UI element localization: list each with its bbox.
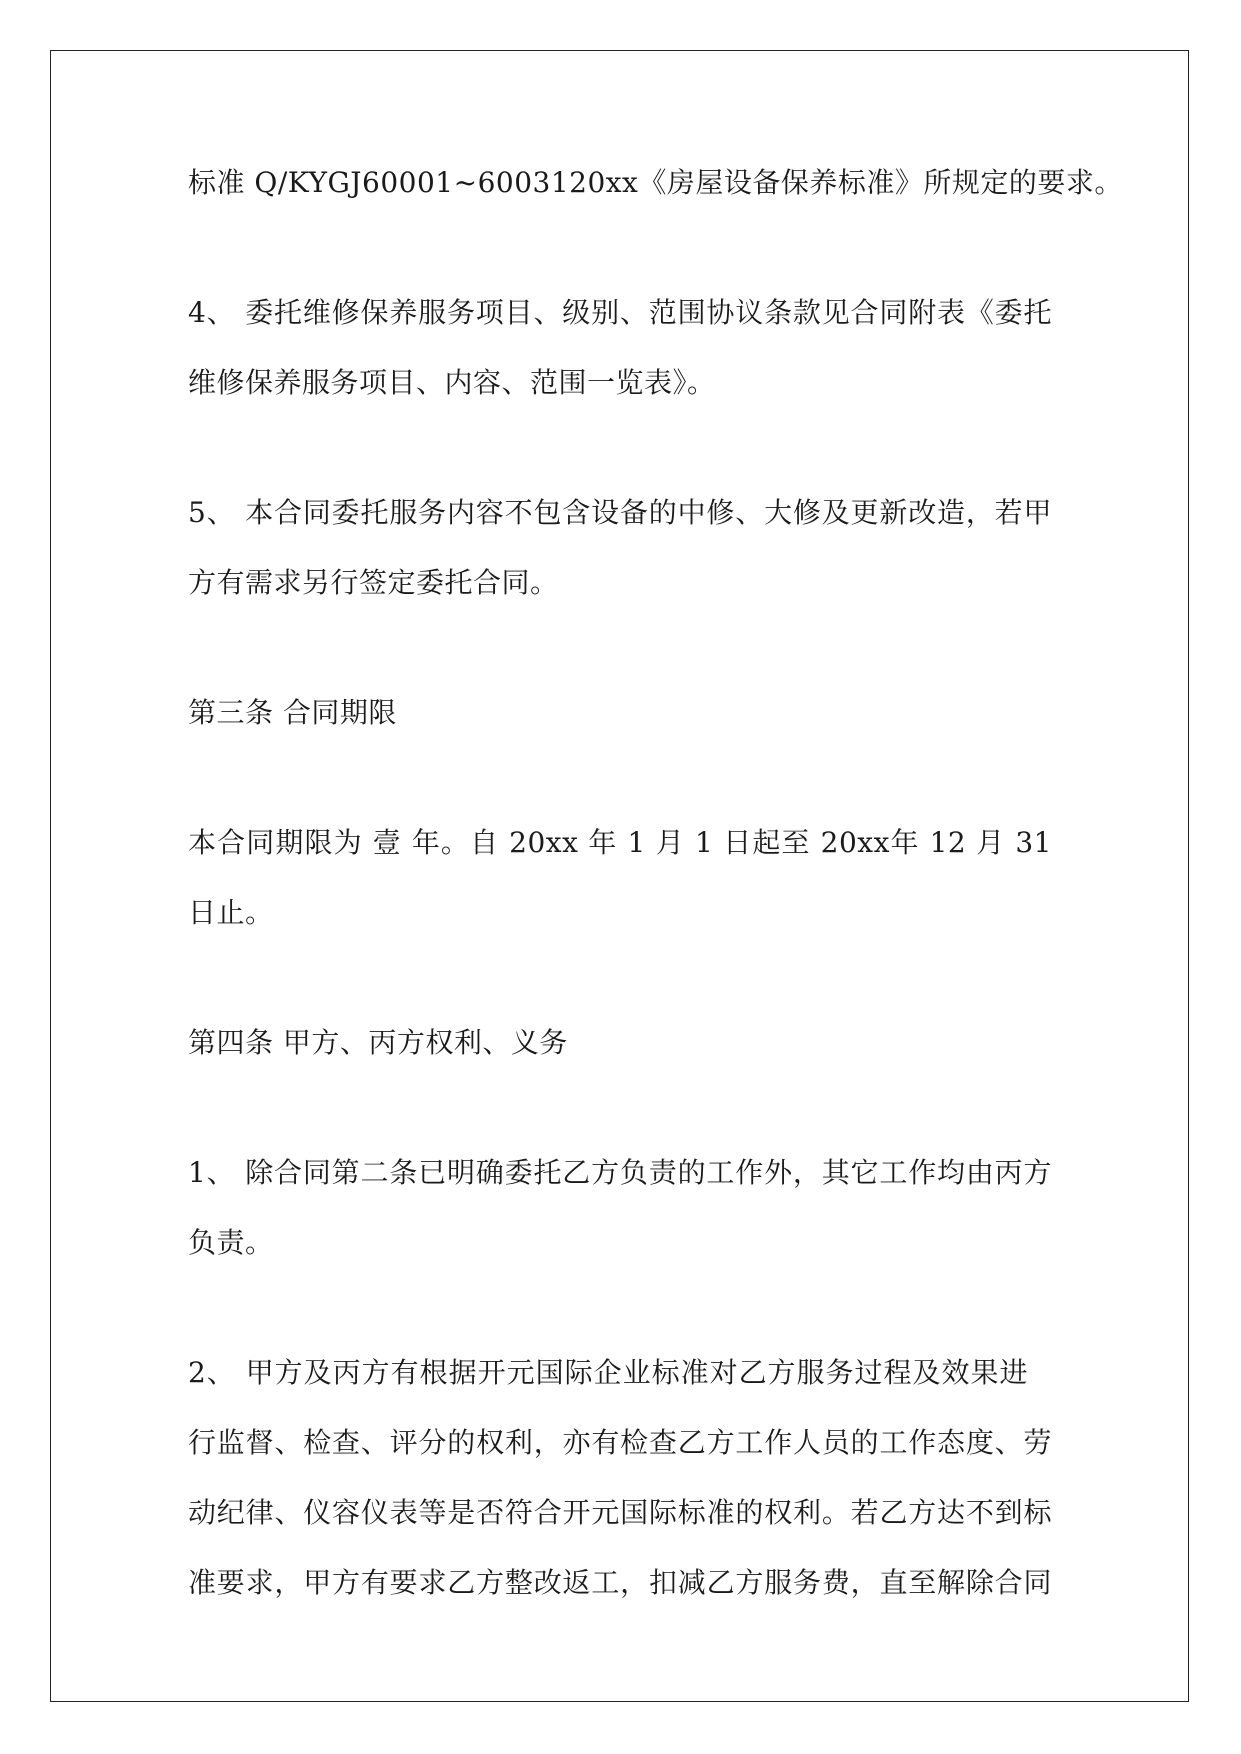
contract-term-line-1: 本合同期限为 壹 年。自 20xx 年 1 月 1 日起至 20xx年 12 月 31 [188,826,1052,859]
clause-4-line-2: 维修保养服务项目、内容、范围一览表》。 [188,366,716,399]
article-4-item-1-line-1: 1、 除合同第二条已明确委托乙方负责的工作外，其它工作均由丙方 [188,1156,1052,1189]
article-4-heading: 第四条 甲方、丙方权利、义务 [188,1026,568,1059]
article-3-heading: 第三条 合同期限 [188,696,397,729]
clause-5-line-2: 方有需求另行签定委托合同。 [188,566,559,599]
article-4-item-1-line-2: 负责。 [188,1226,274,1259]
article-4-item-2-line-4: 准要求，甲方有要求乙方整改返工，扣减乙方服务费，直至解除合同 [188,1566,1052,1599]
article-4-item-2-line-1: 2、 甲方及丙方有根据开元国际企业标准对乙方服务过程及效果进 [188,1356,1028,1389]
clause-5-line-1: 5、 本合同委托服务内容不包含设备的中修、大修及更新改造，若甲 [188,496,1052,529]
paragraph-standard-reference: 标准 Q/KYGJ60001~6003120xx《房屋设备保养标准》所规定的要求。 [188,166,1123,199]
contract-term-line-2: 日止。 [188,896,274,929]
article-4-item-2-line-3: 动纪律、仪容仪表等是否符合开元国际标准的权利。若乙方达不到标 [188,1496,1052,1529]
article-4-item-2-line-2: 行监督、检查、评分的权利，亦有检查乙方工作人员的工作态度、劳 [188,1426,1052,1459]
clause-4-line-1: 4、 委托维修保养服务项目、级别、范围协议条款见合同附表《委托 [188,296,1052,329]
